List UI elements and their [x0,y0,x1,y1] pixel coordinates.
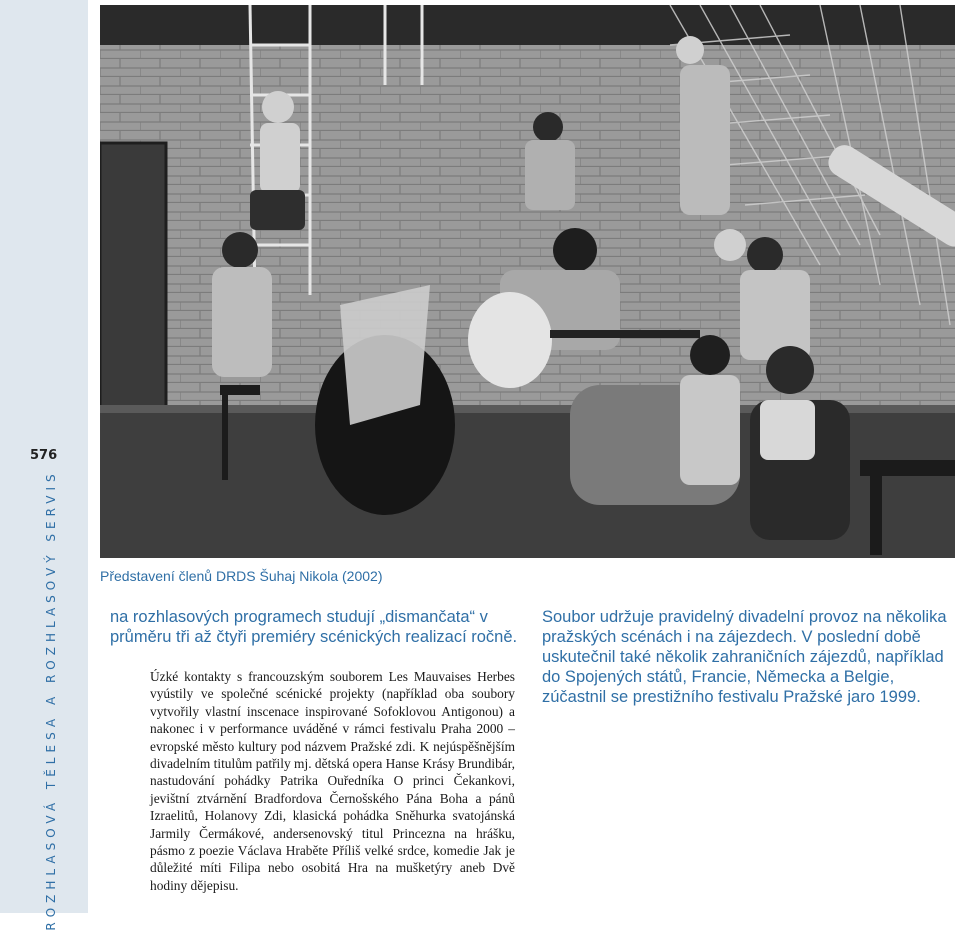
photo-caption: Představení členů DRDS Šuhaj Nikola (2002) [100,568,383,584]
body-paragraph: Úzké kontakty s francouzským souborem Les Mauvaises Herbes vyústily ve společné scénické projekty (například oba soubory vytvořily vlastní inscenace inspirované Sofoklovou Antigonou) a nakonec i v performance uváděné v rámci festivalu Praha 2000 – evropské město kultury pod názvem Pražské zdi. K nejúspěšnějším divadelním titulům patřily mj. dětská opera Hanse Krásy Brundibár, nastudování pohádky Patrika Ouředníka O princi Čekankovi, jevištní ztvárnění Bradfordova Černošského Pána Boha a pánů Izraelitů, Holanovy Zdi, klasická pohádka Sněhurka svatojánská Jarmily Čermákové, andersenovský titul Princezna na hrášku, pásmo z poezie Václava Hraběte Příliš velké srdce, komedie Jak je důležité míti Filipa nebo osobitá Hra na mušketýry aneb Dvě hodiny dějepisu. [150,669,515,893]
theatre-photo [100,5,955,558]
lead-paragraph-left: na rozhlasových programech studují „dismančata“ v průměru tři až čtyři premiéry scénických realizací ročně. [110,608,518,646]
page-number: 576 [30,448,58,463]
theatre-photo-icon [100,5,955,558]
section-title: ROZHLASOVÁ TĚLESA A ROZHLASOVÝ SERVIS [44,469,58,931]
lead-paragraph-right: Soubor udržuje pravidelný divadelní provoz na několika pražských scénách i na zájezdech. V poslední době uskutečnil také několik zahraničních zájezdů, například do Spojených států, Francie, Německa a Belgie, zúčastnil se prestižního festivalu Pražské jaro 1999. [542,608,947,706]
